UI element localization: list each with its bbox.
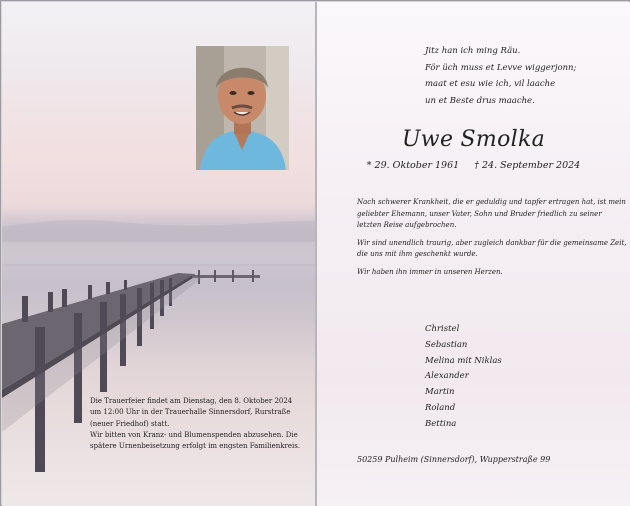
mourner-name: Martin bbox=[425, 387, 455, 398]
life-dates bbox=[317, 160, 630, 171]
funeral-notice-paragraph: Die Trauerfeier findet am Dienstag, den 8. Oktober 2024 um 12:00 Uhr in der Trauerhalle Sinnersdorf, Rurstraße (neuer Friedhof) statt. bbox=[90, 397, 293, 428]
obituary-paragraph: Nach schwerer Krankheit, die er geduldig und tapfer ertragen hat, ist mein geliebter Ehemann, unser Vater, Sohn und Bruder friedlich zu seiner letzten Reise aufgebrochen. bbox=[357, 198, 626, 229]
obituary-text bbox=[357, 197, 627, 284]
mourner-name: Bettina bbox=[425, 418, 457, 429]
motto-verse bbox=[425, 43, 625, 109]
motto-line: Jitz han ich ming Räu. bbox=[425, 46, 521, 56]
funeral-notice-paragraph: Wir bitten von Kranz- und Blumenspenden abzusehen. Die spätere Urnenbeisetzung erfolgt im engsten Familienkreis. bbox=[90, 430, 301, 451]
deceased-name: Uwe Smolka bbox=[401, 127, 546, 152]
mourners-list bbox=[425, 322, 575, 433]
mourner-name: Roland bbox=[425, 402, 456, 413]
mourner-name: Alexander bbox=[425, 371, 469, 382]
death-date: † 24. September 2024 bbox=[474, 160, 581, 171]
motto-line: un et Beste drus maache. bbox=[425, 95, 535, 106]
obituary-paragraph: Wir haben ihn immer in unseren Herzen. bbox=[357, 267, 503, 276]
mourner-name: Sebastian bbox=[425, 339, 468, 350]
funeral-notice bbox=[90, 396, 305, 452]
motto-line: maat et esu wie ich, vil laache bbox=[425, 79, 556, 89]
family-address: 50259 Pulheim (Sinnersdorf), Wupperstraße 99 bbox=[357, 455, 551, 464]
mourner-name: Christel bbox=[425, 324, 460, 334]
obituary-paragraph: Wir sind unendlich traurig, aber zugleich dankbar für die gemeinsame Zeit, die uns mit ihm geschenkt wurde. bbox=[357, 238, 627, 258]
birth-date: * 29. Oktober 1961 bbox=[366, 160, 460, 171]
left-panel bbox=[2, 2, 315, 506]
motto-line: För üch muss et Levve wiggerjonn; bbox=[425, 62, 577, 73]
portrait-photo bbox=[196, 46, 289, 170]
mourner-name: Melina mit Niklas bbox=[425, 355, 502, 366]
